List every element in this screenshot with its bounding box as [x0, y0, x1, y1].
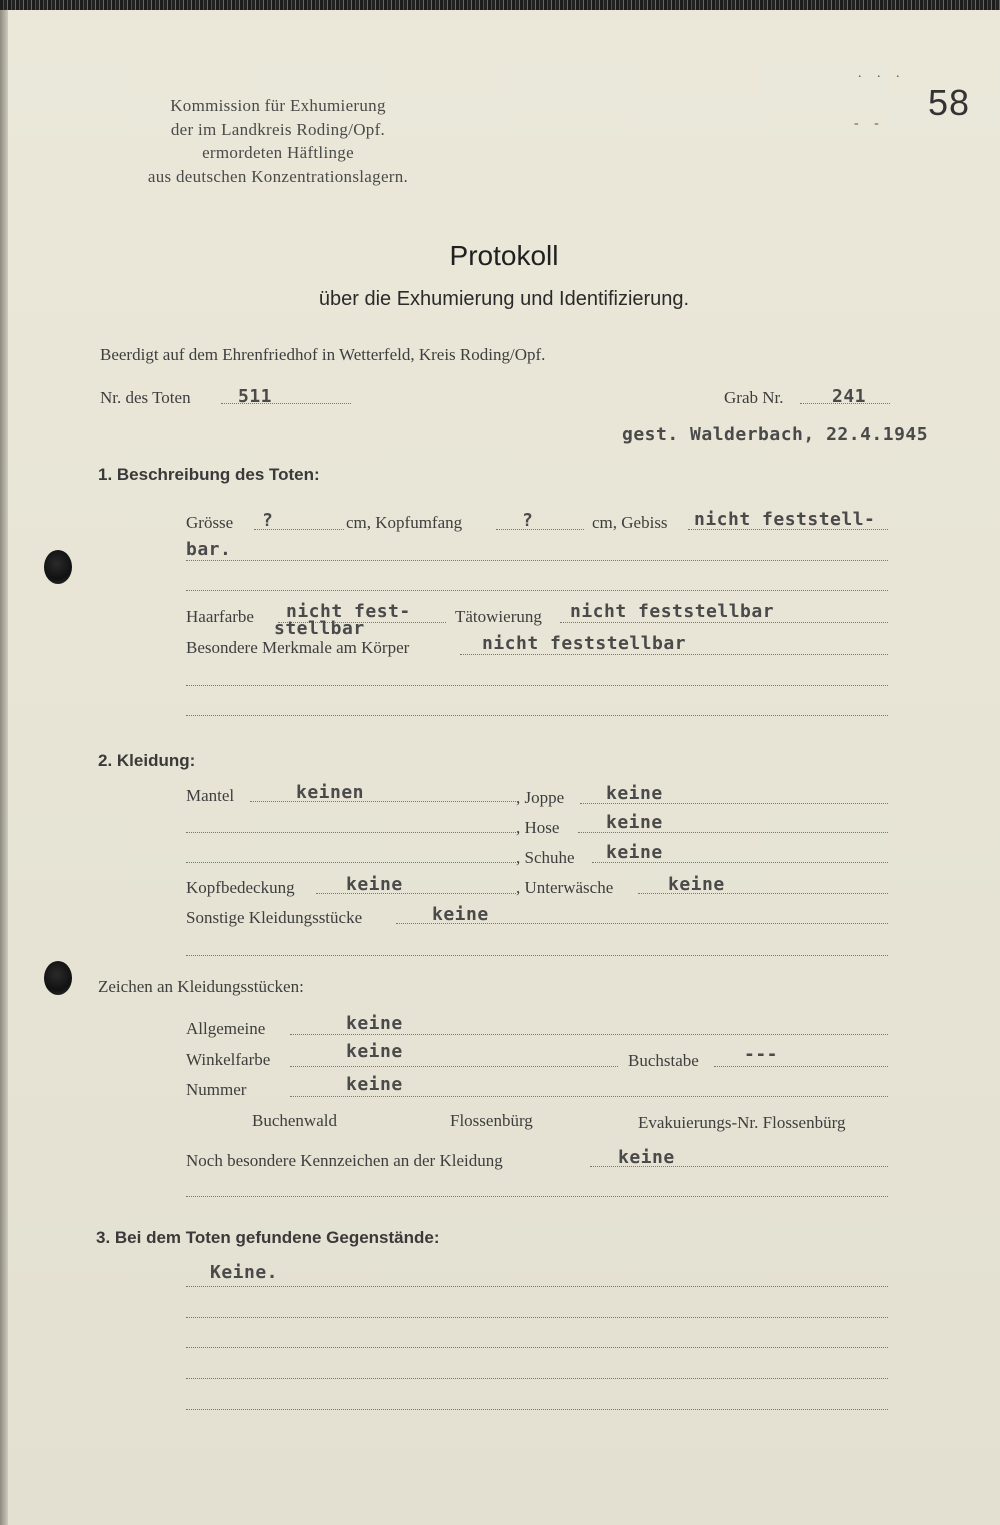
corner-mark: . . . [858, 66, 906, 81]
body-marks-value: nicht feststellbar [482, 633, 687, 654]
coat-line [250, 801, 516, 802]
other-marks-label: Noch besondere Kennzeichen an der Kleidung [186, 1151, 503, 1170]
camp-evacuation: Evakuierungs-Nr. Flossenbürg [638, 1113, 846, 1132]
death-place-date: gest. Walderbach, 22.4.1945 [622, 424, 929, 445]
burial-place: Beerdigt auf dem Ehrenfriedhof in Wetterfeld, Kreis Roding/Opf. [100, 345, 546, 364]
blank-line [186, 1347, 888, 1348]
jacket-label: , Joppe [516, 788, 565, 807]
camp-flossenbuerg: Flossenbürg [450, 1111, 533, 1130]
hair-color-value: nicht fest- [286, 601, 411, 622]
general-line [290, 1034, 888, 1035]
commission-line: der im Landkreis Roding/Opf. [170, 119, 386, 139]
general-value: keine [346, 1013, 403, 1034]
underwear-value: keine [668, 874, 725, 895]
number-label: Nummer [186, 1080, 247, 1099]
blank-line [186, 862, 516, 863]
scan-left-edge [0, 10, 8, 1525]
teeth-value-2: bar. [186, 539, 232, 560]
punch-hole-icon [44, 961, 72, 995]
blank-line [186, 832, 516, 833]
blank-line [186, 1196, 888, 1197]
tattoo-line [560, 622, 888, 623]
commission-line: aus deutschen Konzentrationslagern. [147, 166, 409, 186]
camp-buchenwald: Buchenwald [252, 1111, 337, 1130]
blank-line [186, 1409, 888, 1410]
dead-number-label: Nr. des Toten [100, 388, 191, 407]
number-line [290, 1096, 888, 1097]
section3-heading: 3. Bei dem Toten gefundene Gegenstände: [96, 1228, 440, 1247]
triangle-color-label: Winkelfarbe [186, 1050, 271, 1069]
hair-color-label: Haarfarbe [186, 607, 254, 626]
height-label: Grösse [186, 513, 234, 532]
commission-line: Kommission für Exhumierung [170, 96, 386, 115]
teeth-value: nicht feststell- [694, 509, 876, 530]
blank-line [186, 590, 888, 591]
blank-line [186, 1378, 888, 1379]
document-page [8, 10, 1000, 1525]
dead-number-value: 511 [238, 386, 273, 407]
teeth-label: cm, Gebiss [592, 513, 668, 532]
shoes-label: , Schuhe [516, 848, 575, 867]
number-value: keine [346, 1074, 403, 1095]
document-subtitle: über die Exhumierung und Identifizierung. [318, 288, 690, 310]
underwear-label: , Unterwäsche [516, 878, 614, 897]
marks-heading: Zeichen an Kleidungsstücken: [98, 977, 304, 996]
document-title: Protokoll [449, 240, 559, 271]
triangle-color-value: keine [346, 1041, 403, 1062]
section2-heading: 2. Kleidung: [98, 751, 196, 770]
punch-hole-icon [44, 550, 72, 584]
corner-mark: - - [854, 116, 885, 131]
letter-value: --- [744, 1044, 779, 1065]
grave-number-label: Grab Nr. [724, 388, 784, 407]
teeth-line-2 [186, 560, 888, 561]
height-value: ? [262, 510, 274, 531]
scan-top-band [0, 0, 1000, 10]
other-clothing-value: keine [432, 904, 489, 925]
head-circ-line [496, 529, 584, 530]
other-clothing-label: Sonstige Kleidungsstücke [186, 908, 363, 927]
body-marks-label: Besondere Merkmale am Körper [186, 638, 410, 657]
grave-number-value: 241 [832, 386, 867, 407]
section1-heading: 1. Beschreibung des Toten: [98, 465, 320, 484]
blank-line [186, 1317, 888, 1318]
coat-label: Mantel [186, 786, 235, 805]
body-marks-line [460, 654, 888, 655]
hair-color-value-2: stellbar [274, 618, 365, 639]
letter-line [714, 1066, 888, 1067]
blank-line [186, 715, 888, 716]
commission-line: ermordeten Häftlinge [202, 143, 354, 162]
letter-label: Buchstabe [628, 1051, 699, 1070]
tattoo-value: nicht feststellbar [570, 601, 775, 622]
items-found-value: Keine. [210, 1262, 279, 1283]
coat-value: keinen [296, 782, 365, 803]
items-line [186, 1286, 888, 1287]
shoes-value: keine [606, 842, 663, 863]
trousers-value: keine [606, 812, 663, 833]
triangle-color-line [290, 1066, 618, 1067]
trousers-label: , Hose [516, 818, 560, 837]
headwear-value: keine [346, 874, 403, 895]
blank-line [186, 685, 888, 686]
other-marks-value: keine [618, 1147, 675, 1168]
blank-line [186, 955, 888, 956]
head-circ-label: cm, Kopfumfang [346, 513, 463, 532]
page-number: 58 [928, 82, 971, 123]
tattoo-label: Tätowierung [455, 607, 542, 626]
jacket-value: keine [606, 783, 663, 804]
commission-header [108, 94, 448, 188]
headwear-label: Kopfbedeckung [186, 878, 295, 897]
general-label: Allgemeine [186, 1019, 266, 1038]
head-circ-value: ? [522, 510, 534, 531]
